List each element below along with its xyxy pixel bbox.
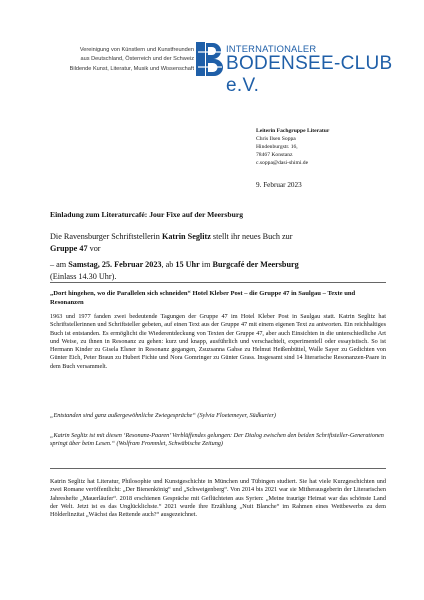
- club-logo-icon: [196, 40, 224, 78]
- lead-text: Die Ravensburger Schriftstellerin: [50, 232, 162, 241]
- club-logo: [196, 40, 416, 96]
- lead-paragraph: [50, 231, 390, 255]
- event-text: – am: [50, 260, 69, 269]
- logo-text-top: INTERNATIONALER: [226, 43, 317, 54]
- event-entry: (Einlass 14.30 Uhr).: [50, 272, 117, 281]
- event-details: [50, 259, 390, 283]
- section-title: „Dort hingehen, wo die Parallelen sich schneiden“ Hotel Kleber Post – die Gruppe 47 in Saulgau – Texte und Resonanzen: [50, 290, 356, 307]
- sender-email[interactable]: c.soppa@dasi-shimi.de: [256, 160, 309, 167]
- sender-block: [256, 127, 329, 167]
- book-title: Gruppe 47: [50, 244, 88, 253]
- organization-description: [8, 46, 194, 74]
- author-biography: Katrin Seglitz hat Literatur, Philosophie und Kunstgeschichte in München und Tübingen studiert. Sie hat viele Kurzgeschichten und zwei Romane veröffentlicht: „Der Bienenkönig“ und „Schweigenberg“. Von 2014 bis 2021 war sie Mitherausgeberin der Literarischen Jahreshefte „Mauerläufer“. 2018 erschienen Gespräche mit Geflüchteten aus Syrien: „Meine traurige Heimat war das schönste Land der Welt. Jetzt ist es das Unglücklichste.“ 2021 wurde ihre Erzählung „Nuit Blanche“ im Rahmen eines Wettbewerbs zu dem Hölderlinzitat „Wächst das Rettende auch?“ ausgezeichnet.: [50, 478, 386, 519]
- org-line: aus Deutschland, Österreich und der Schweiz: [80, 56, 194, 63]
- lead-text: stellt ihr neues Buch zur: [210, 232, 293, 241]
- sender-name: Chris Ilsen Soppa: [256, 136, 296, 143]
- divider-bottom: [50, 468, 386, 469]
- divider-top: [50, 282, 386, 283]
- event-venue: Burgcafé der Meersburg: [212, 260, 299, 269]
- event-text: , ab: [161, 260, 176, 269]
- lead-text: vor: [87, 244, 101, 253]
- org-line: Vereinigung von Künstlern und Kunstfreunden: [79, 47, 194, 53]
- letter-subject: Einladung zum Literaturcafé: Jour Fixe auf der Meersburg: [50, 210, 243, 219]
- author-name: Katrin Seglitz: [161, 232, 211, 241]
- event-text: im: [199, 260, 213, 269]
- event-time: 15 Uhr: [175, 260, 200, 269]
- org-line: Bildende Kunst, Literatur, Musik und Wissenschaft: [69, 65, 194, 72]
- book-description: 1963 und 1977 fanden zwei bedeutende Tagungen der Gruppe 47 im Hotel Kleber Post in Saulgau statt. Katrin Seglitz hat Schriftstellerinnen und Schriftsteller gebeten, auf einen Text aus der Gruppe 47 mit einem eigenen Text zu antworten. Ein reichhaltiges Buch ist entstanden. Es ermöglicht die Wiederentdeckung von Texten der Gruppe 47, aber auch Einsichten in die unterschiedliche Art und Weise, zu ihnen in Resonanz zu gehen: kurz und knapp, ausführlich und verschachtelt, experimentell oder essayistisch. So ist Hermann Kinder zu Gisela Elsner in Resonanz gegangen, Zsuzsanna Gahse zu Helmut Heißenbüttel, Walle Sayer zu Gedichten von Günter Eich, Peter Braun zu Hubert Fichte und Nora Gomringer zu Günter Grass. Insgesamt sind 14 literarische Resonanzen-Paare in dem Buch versammelt.: [50, 313, 386, 370]
- logo-text-bottom: BODENSEE-CLUB e.V.: [226, 53, 393, 96]
- sender-street: Hindenburgstr. 16,: [256, 144, 298, 151]
- review-quote-1: „Entstanden sind ganz außergewöhnliche Zwiegespräche“ (Sylvia Floetemeyer, Südkurier): [50, 412, 276, 419]
- sender-city: 78467 Konstanz: [256, 152, 293, 159]
- sender-title: Leiterin Fachgruppe Literatur: [256, 128, 330, 134]
- letter-date: 9. Februar 2023: [256, 181, 302, 189]
- event-date: Samstag, 25. Februar 2023: [68, 260, 162, 269]
- review-quote-2: „Katrin Seglitz ist mit diesen ‘Resonanz-Paaren’ Verblüffendes gelungen: Der Dialog zwischen den beiden Schriftsteller-Generationen springt über beim Lesen.“ (Wolfram Frommlet, Schwäbische Zeitung): [50, 432, 384, 448]
